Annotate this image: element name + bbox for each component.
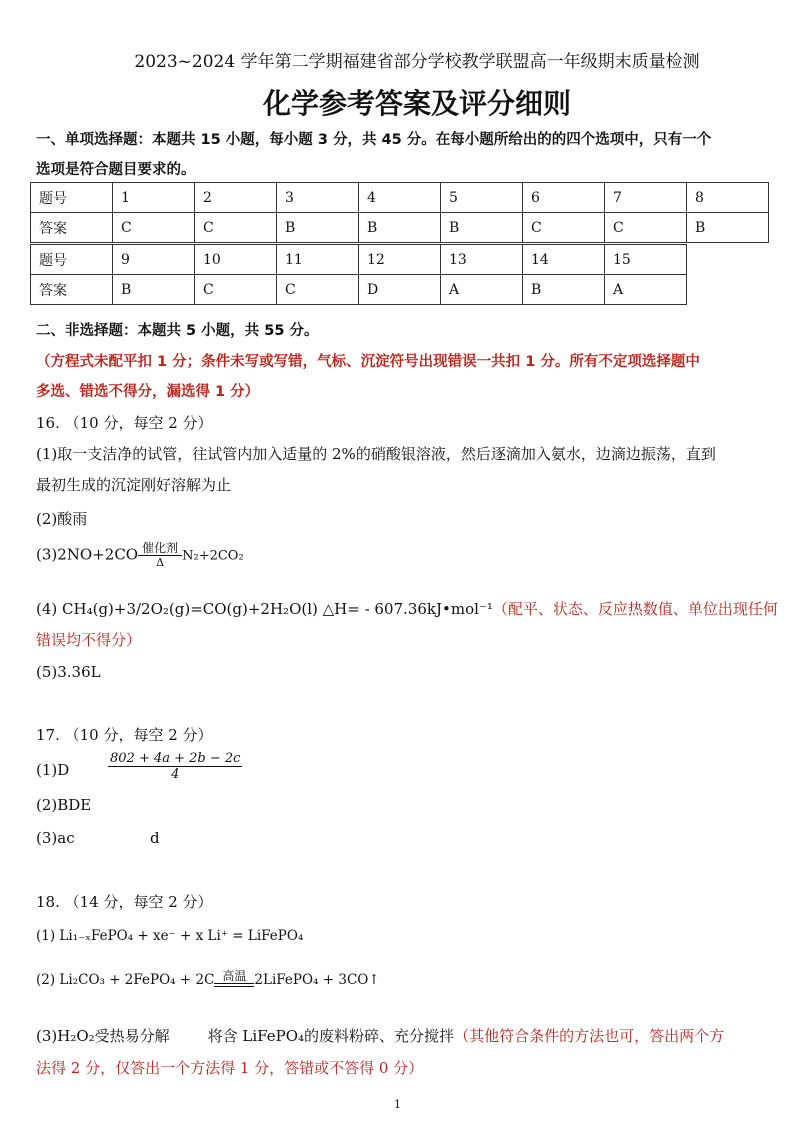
q18-answer3: [36, 1025, 724, 1046]
q16-answer5: (5)3.36L: [36, 663, 101, 681]
table-cell: 6: [523, 183, 605, 213]
table-cell: B: [113, 275, 195, 305]
condition-bottom: Δ: [156, 556, 165, 569]
fraction-denominator: 4: [171, 767, 180, 782]
table-row: [31, 213, 769, 243]
q18-answer1: (1) Li₁₋ₓFePO₄ + xe⁻ + x Li⁺ = LiFePO₄: [36, 928, 304, 944]
q16-answer3-left: (3)2NO+2CO: [36, 545, 139, 564]
table-cell: 答案: [31, 213, 113, 243]
table-cell: 题号: [31, 183, 113, 213]
equal-line: [214, 986, 254, 989]
q16-answer1-line2: 最初生成的沉淀刚好溶解为止: [36, 476, 232, 494]
table-cell: C: [523, 213, 605, 243]
table-cell: C: [195, 275, 277, 305]
table-row: [31, 183, 769, 213]
table-cell: 13: [441, 245, 523, 275]
q16-answer4-note: （配平、状态、反应热数值、单位出现任何: [492, 600, 778, 618]
condition-top: 高温: [214, 969, 254, 984]
table-cell: A: [605, 275, 687, 305]
section1-line1: 一、单项选择题：本题共 15 小题，每小题 3 分，共 45 分。在每小题所给出的的四个选项中，只有一个: [36, 132, 712, 148]
q16-answer3-right: N₂+2CO₂: [182, 548, 244, 564]
table-cell: C: [605, 213, 687, 243]
table-cell: D: [359, 275, 441, 305]
reaction-condition: [138, 541, 182, 570]
scoring-note-line2: 多选、错选不得分，漏选得 1 分）: [36, 384, 260, 400]
table-cell: 9: [113, 245, 195, 275]
table-cell: 10: [195, 245, 277, 275]
q17-fraction: [108, 751, 242, 782]
section2-heading: 二、非选择题：本题共 5 小题，共 55 分。: [36, 323, 319, 339]
table-cell: B: [277, 213, 359, 243]
table-cell: 2: [195, 183, 277, 213]
table-cell: B: [359, 213, 441, 243]
table-row: [31, 275, 687, 305]
table-cell: 5: [441, 183, 523, 213]
table-cell: 11: [277, 245, 359, 275]
q18-answer2: [36, 969, 380, 989]
table-cell: 8: [687, 183, 769, 213]
q17-answer2: (2)BDE: [36, 796, 92, 814]
page-number: 1: [394, 1098, 401, 1111]
table-cell: 4: [359, 183, 441, 213]
table-cell: C: [277, 275, 359, 305]
q18-answer3-part2: 将含 LiFePO₄的废料粉碎、充分搅拌: [207, 1027, 455, 1045]
scoring-note-line1: （方程式未配平扣 1 分；条件未写或写错，气标、沉淀符号出现错误一共扣 1 分。所有不定项选择题中: [36, 354, 700, 370]
table-cell: B: [523, 275, 605, 305]
answer-table-top: [30, 182, 769, 243]
q16-heading: 16. （10 分，每空 2 分）: [36, 414, 213, 432]
table-cell: 1: [113, 183, 195, 213]
table-cell: 14: [523, 245, 605, 275]
q17-heading: 17. （10 分，每空 2 分）: [36, 726, 213, 744]
q18-answer3-note: （其他符合条件的方法也可，答出两个方: [454, 1027, 725, 1045]
q16-answer1-line1: (1)取一支洁净的试管，往试管内加入适量的 2%的硝酸银溶液，然后逐滴加入氨水，边滴边振荡，直到: [36, 445, 716, 463]
exam-subtitle: 2023~2024 学年第二学期福建省部分学校教学联盟高一年级期末质量检测: [134, 52, 700, 72]
table-cell: 12: [359, 245, 441, 275]
table-row: [31, 245, 687, 275]
q18-answer2-left: (2) Li₂CO₃ + 2FePO₄ + 2C: [36, 972, 215, 988]
table-cell: B: [687, 213, 769, 243]
fraction-numerator: 802 + 4a + 2b − 2c: [110, 751, 241, 766]
table-cell: 题号: [31, 245, 113, 275]
q16-answer4-note-cont: 错误均不得分）: [36, 631, 142, 649]
answer-table-bottom: [30, 244, 687, 305]
table-cell: C: [195, 213, 277, 243]
q16-answer4: [36, 598, 778, 619]
q17-answer3: (3)ac: [36, 829, 75, 847]
condition-top: 催化剂: [138, 541, 182, 556]
q18-answer3-part1: (3)H₂O₂受热易分解: [36, 1027, 170, 1045]
reaction-condition: [214, 969, 254, 989]
table-cell: 答案: [31, 275, 113, 305]
table-cell: C: [113, 213, 195, 243]
table-cell: 7: [605, 183, 687, 213]
q18-answer3-note-cont: 法得 2 分，仅答出一个方法得 1 分，答错或不答得 0 分）: [36, 1059, 424, 1077]
q17-answer1: (1)D: [36, 761, 70, 779]
q18-answer2-right: 2LiFePO₄ + 3CO↑: [254, 972, 380, 988]
q18-heading: 18. （14 分，每空 2 分）: [36, 893, 213, 911]
q16-answer2: (2)酸雨: [36, 510, 88, 528]
table-cell: 15: [605, 245, 687, 275]
q17-answer3b: d: [150, 829, 160, 847]
q16-answer3: [36, 541, 244, 570]
q16-answer4-equation: (4) CH₄(g)+3/2O₂(g)=CO(g)+2H₂O(l) △H= - 607.36kJ•mol⁻¹: [36, 600, 493, 618]
table-cell: B: [441, 213, 523, 243]
section1-line2: 选项是符合题目要求的。: [36, 162, 196, 178]
table-cell: 3: [277, 183, 359, 213]
page-title: 化学参考答案及评分细则: [262, 87, 571, 120]
table-cell: A: [441, 275, 523, 305]
